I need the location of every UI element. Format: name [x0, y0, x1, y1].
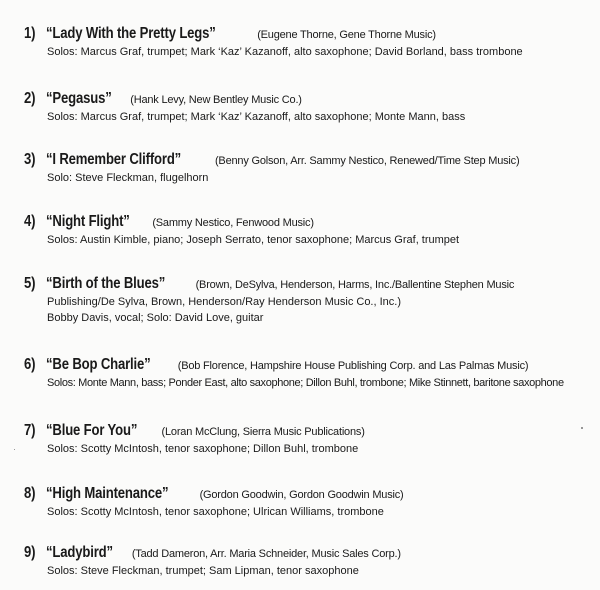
track-credit: (Gordon Goodwin, Gordon Goodwin Music)	[199, 489, 404, 501]
track-number: 2)	[24, 90, 36, 107]
track-detail: Solo: Steve Fleckman, flugelhorn	[47, 172, 209, 184]
track-detail: Solos: Marcus Graf, trumpet; Mark ‘Kaz’ Kazanoff, alto saxophone; David Borland, bass trombone	[47, 46, 523, 58]
track-title: “Blue For You”	[46, 422, 138, 439]
track-title: “Ladybird”	[46, 544, 113, 561]
track-title: “Night Flight”	[46, 213, 130, 230]
track-1	[24, 24, 594, 60]
track-detail: Solos: Austin Kimble, piano; Joseph Serrato, tenor saxophone; Marcus Graf, trumpet	[47, 234, 460, 246]
track-title: “Birth of the Blues”	[46, 275, 166, 292]
track-7	[24, 421, 594, 457]
track-8	[24, 484, 594, 520]
track-detail: Bobby Davis, vocal; Solo: David Love, guitar	[47, 312, 264, 324]
track-number: 6)	[24, 356, 36, 373]
track-number: 5)	[24, 275, 36, 292]
track-detail: Solos: Monte Mann, bass; Ponder East, alto saxophone; Dillon Buhl, trombone; Mike Stinnett, baritone saxophone	[47, 377, 564, 389]
track-number: 7)	[24, 422, 36, 439]
track-9	[24, 543, 594, 579]
track-credit: (Bob Florence, Hampshire House Publishing Corp. and Las Palmas Music)	[177, 360, 529, 372]
track-title: “High Maintenance”	[46, 485, 169, 502]
track-credit: (Sammy Nestico, Fenwood Music)	[152, 217, 314, 229]
track-number: 3)	[24, 151, 36, 168]
track-6	[24, 355, 594, 391]
track-3	[24, 150, 594, 186]
track-detail: Solos: Scotty McIntosh, tenor saxophone; Dillon Buhl, trombone	[47, 443, 359, 455]
track-detail: Solos: Scotty McIntosh, tenor saxophone; Ulrican Williams, trombone	[47, 506, 384, 518]
track-number: 1)	[24, 25, 36, 42]
track-title: “Be Bop Charlie”	[46, 356, 151, 373]
track-credit: (Hank Levy, New Bentley Music Co.)	[130, 94, 302, 106]
track-detail: Solos: Steve Fleckman, trumpet; Sam Lipman, tenor saxophone	[47, 565, 359, 577]
track-credit: (Brown, DeSylva, Henderson, Harms, Inc./Ballentine Stephen Music	[195, 279, 515, 291]
scan-speck	[581, 427, 583, 429]
track-credit: (Eugene Thorne, Gene Thorne Music)	[257, 29, 436, 41]
track-number: 9)	[24, 544, 36, 561]
scan-speck	[14, 449, 15, 450]
track-number: 8)	[24, 485, 36, 502]
track-credit: (Loran McClung, Sierra Music Publications)	[161, 426, 365, 438]
track-4	[24, 212, 594, 248]
track-title: “Pegasus”	[46, 90, 112, 107]
track-credit-continued: Publishing/De Sylva, Brown, Henderson/Ray Henderson Music Co., Inc.)	[47, 296, 401, 308]
track-5	[24, 274, 594, 326]
track-title: “I Remember Clifford”	[46, 151, 182, 168]
track-title: “Lady With the Pretty Legs”	[46, 25, 216, 42]
track-number: 4)	[24, 213, 36, 230]
track-2	[24, 89, 594, 125]
track-detail: Solos: Marcus Graf, trumpet; Mark ‘Kaz’ Kazanoff, alto saxophone; Monte Mann, bass	[47, 111, 466, 123]
track-credit: (Benny Golson, Arr. Sammy Nestico, Renewed/Time Step Music)	[214, 155, 520, 167]
track-credit: (Tadd Dameron, Arr. Maria Schneider, Music Sales Corp.)	[131, 548, 401, 560]
